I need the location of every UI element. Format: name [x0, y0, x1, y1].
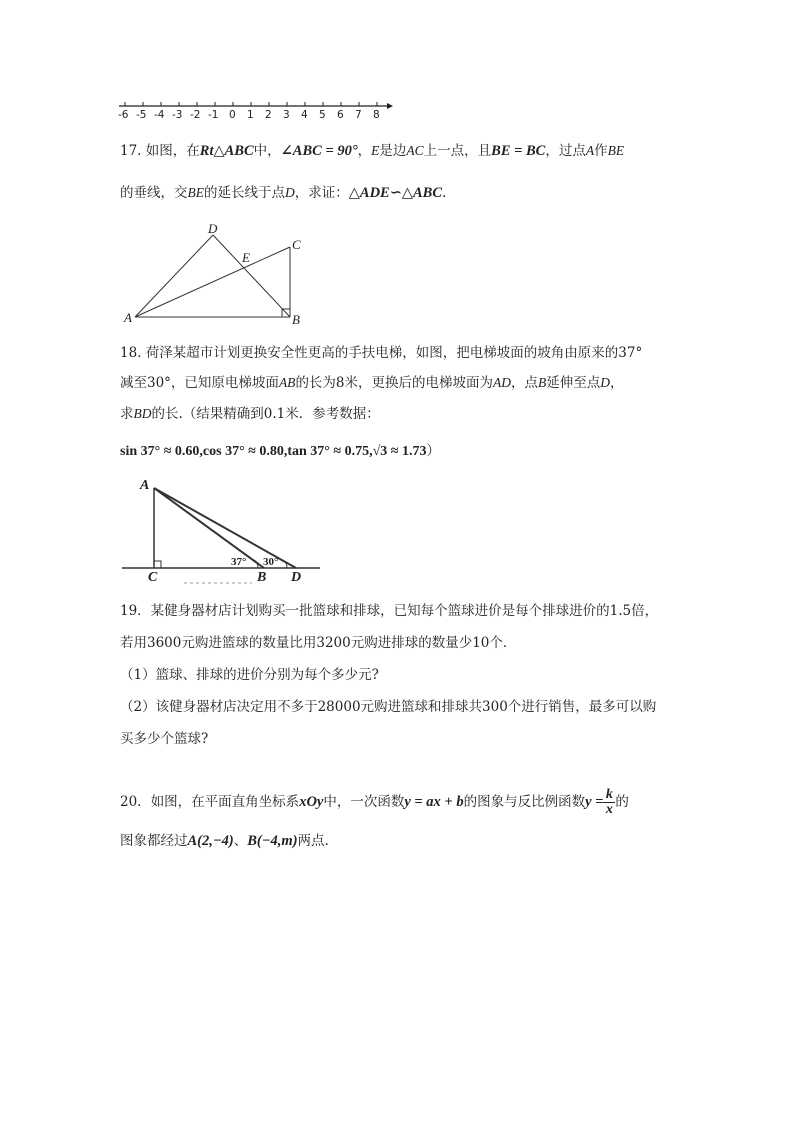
tick-label: 0	[229, 109, 236, 121]
text: 19．某健身器材店计划购买一批篮球和排球，已知每个篮球进价是每个排球进价的1.5倍，	[120, 603, 659, 619]
math-expr: ∠ABC = 90°	[280, 143, 358, 159]
math-var: D	[285, 185, 295, 200]
text: 两点.	[297, 833, 329, 849]
tick-label: 7	[355, 109, 362, 121]
text: 荷泽某超市计划更换安全性更高的手扶电梯，如图，把电梯坡面的坡角由原来的37°	[145, 345, 643, 361]
text: 买多少个篮球?	[120, 731, 209, 747]
text: ，过点	[545, 143, 586, 159]
tick-label: 4	[301, 109, 308, 121]
math-expr: A(2,−4)	[187, 833, 234, 849]
text: .	[442, 185, 447, 201]
q18-line-3	[120, 405, 380, 423]
text: 的图象与反比例函数	[463, 794, 586, 810]
point-label-a: A	[140, 478, 150, 493]
math-var: E	[371, 143, 380, 158]
text: 、	[233, 833, 248, 849]
q19-part-2-cont	[120, 730, 208, 748]
tick-label: -1	[208, 109, 219, 121]
text: 的延长线于点	[204, 185, 285, 201]
point-label-e: E	[242, 250, 250, 265]
tick-label: 8	[373, 109, 380, 121]
tick-label: -4	[154, 109, 165, 121]
text: 上一点，且	[423, 143, 492, 159]
tick-label: 1	[247, 109, 254, 121]
q19-line-2	[120, 634, 516, 652]
text: ，点	[511, 375, 539, 391]
math-var: BE	[187, 185, 204, 200]
q18-diagram	[122, 476, 322, 588]
text: 如图，在平面直角坐标系	[150, 794, 300, 810]
tick-label: 2	[265, 109, 272, 121]
denominator: x	[605, 802, 613, 817]
q20-line-2	[120, 832, 329, 850]
point-label-d: D	[291, 570, 302, 585]
tick-label: -3	[172, 109, 183, 121]
point-label-c: C	[292, 237, 301, 252]
tick-label: -2	[190, 109, 201, 121]
text: ，	[357, 143, 372, 159]
tick-label: 6	[337, 109, 344, 121]
text: 若用3600元购进篮球的数量比用3200元购进排球的数量少10个．	[120, 635, 517, 651]
math-var: AD	[493, 375, 512, 390]
q19-part-1	[120, 666, 379, 684]
math-expr: BE = BC	[491, 143, 546, 159]
text: （2）该健身器材店决定用不多于28000元购进篮球和排球共300个进行销售，最多可以购	[120, 699, 657, 715]
point-label-d: D	[208, 221, 218, 236]
question-number: 18.	[120, 345, 142, 361]
tick-label: 5	[319, 109, 326, 121]
q18-reference-data	[120, 442, 440, 461]
point-label-a: A	[124, 310, 132, 325]
math-var: BD	[133, 406, 152, 421]
tick-label: 3	[283, 109, 290, 121]
numerator: k	[605, 787, 613, 802]
text: （1）篮球、排球的进价分别为每个多少元?	[120, 667, 379, 683]
text: 的	[615, 794, 629, 810]
math-expr: Rt△ABC	[199, 143, 254, 159]
text: 是边	[379, 143, 407, 159]
math-expr: y =	[585, 794, 604, 810]
text: 求	[120, 406, 134, 422]
math-var: AC	[406, 143, 424, 158]
text: 图象都经过	[120, 833, 188, 849]
text: 的长为8米，更换后的电梯坡面为	[295, 375, 494, 391]
q18-line-2	[120, 374, 624, 392]
math-expr: sin 37° ≈ 0.60,cos 37° ≈ 0.80,tan 37° ≈ 0.75,√3 ≈ 1.73	[120, 444, 427, 459]
text: 的长.（结果精确到0.1米．参考数据：	[151, 406, 380, 422]
question-number: 20．	[120, 794, 151, 810]
math-var: AB	[278, 375, 296, 390]
math-expr: xOy	[299, 794, 324, 810]
point-label-c: C	[148, 570, 158, 585]
q20-line-1	[120, 788, 629, 817]
text: 减至30°，已知原电梯坡面	[120, 375, 279, 391]
text: 作	[594, 143, 608, 159]
q19-line-1	[120, 602, 658, 620]
math-expr: B(−4,m)	[247, 833, 298, 849]
math-var: B	[538, 375, 547, 390]
point-label-b: B	[257, 570, 267, 585]
text: 的垂线，交	[120, 185, 188, 201]
text: ，求证：	[294, 185, 349, 201]
math-var: D	[600, 375, 611, 390]
text: 中，	[253, 143, 281, 159]
math-expr: y = ax + b	[404, 794, 464, 810]
text: 中，一次函数	[323, 794, 405, 810]
text: 如图，在	[145, 143, 200, 159]
q18-line-1	[120, 344, 642, 362]
angle-label-37: 37°	[231, 556, 247, 568]
q17-diagram	[118, 220, 318, 332]
math-var: BE	[607, 143, 625, 158]
q17-line-1	[120, 142, 624, 160]
tick-label: -6	[118, 109, 129, 121]
q19-part-2	[120, 698, 656, 716]
angle-label-30: 30°	[263, 556, 279, 568]
text: ）	[426, 443, 440, 459]
tick-label: -5	[136, 109, 147, 121]
math-expr: △ADE∽△ABC	[348, 185, 443, 201]
text: ，	[610, 375, 624, 391]
fraction-k-over-x	[603, 788, 615, 817]
question-number: 17.	[120, 143, 142, 159]
text: 延伸至点	[546, 375, 601, 391]
q17-line-2	[120, 184, 446, 202]
math-var: A	[585, 143, 595, 158]
point-label-b: B	[292, 312, 300, 327]
